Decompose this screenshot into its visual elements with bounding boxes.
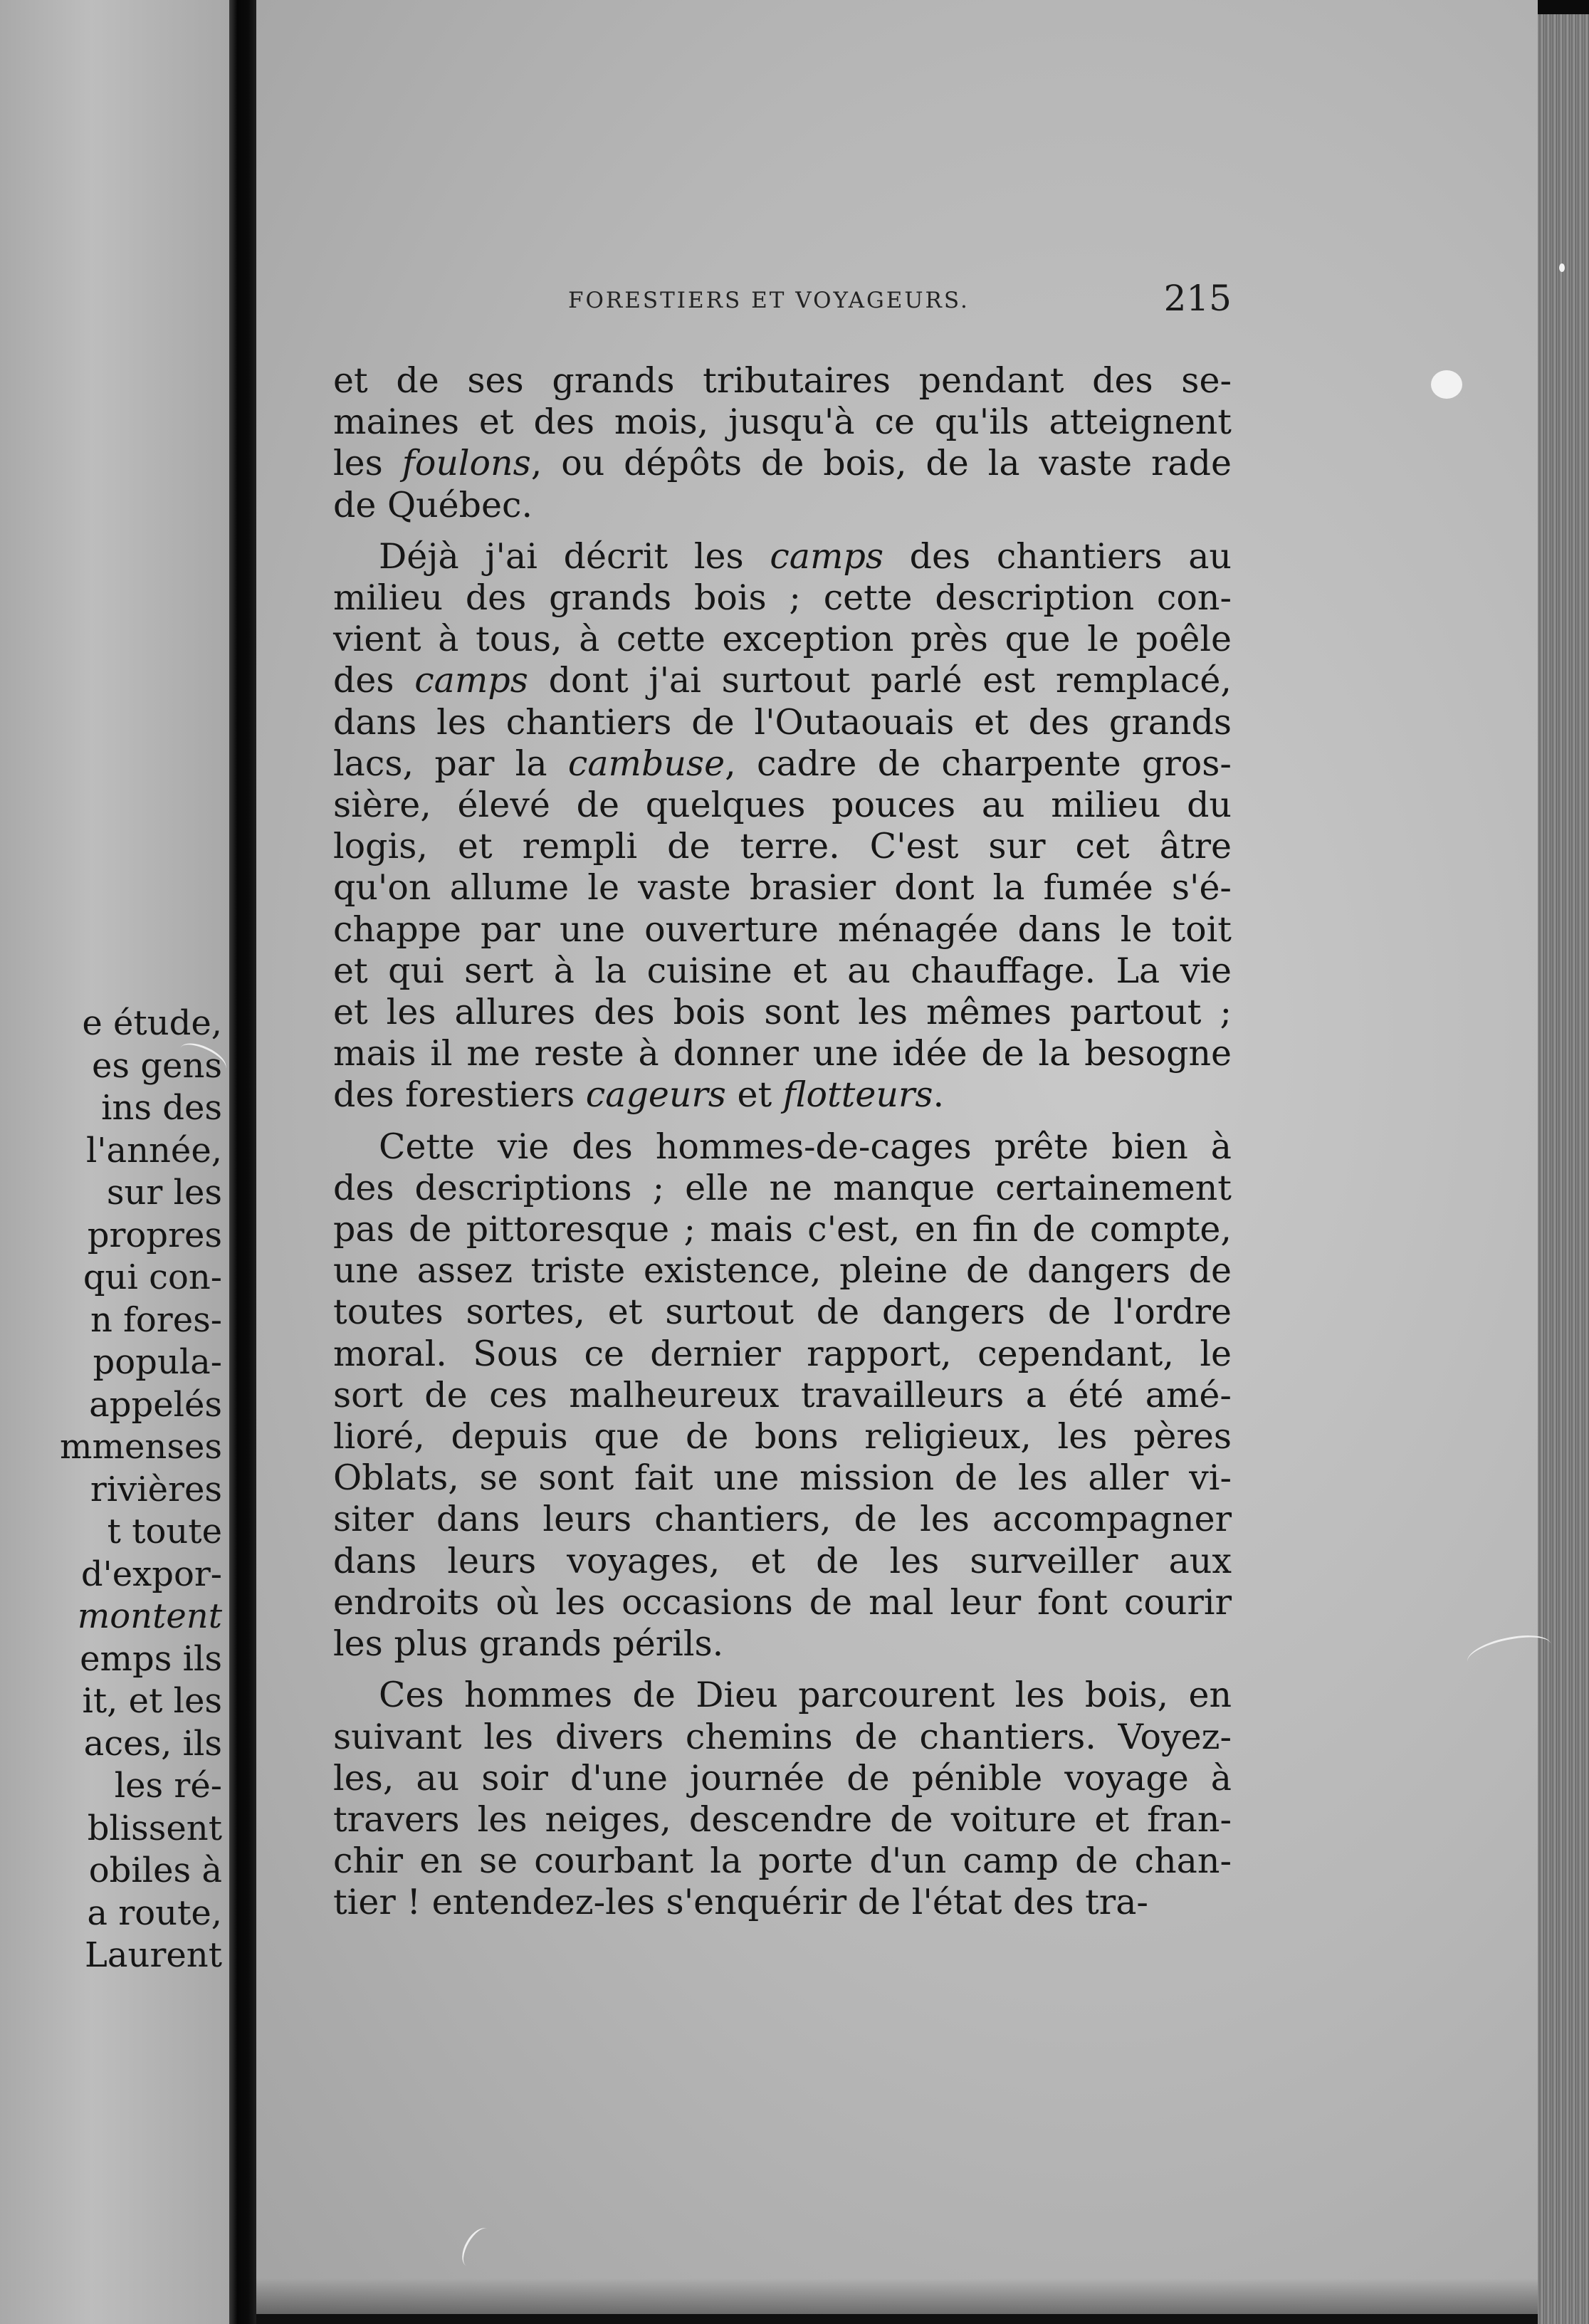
text-line — [333, 1209, 1232, 1250]
text-run: travers les neiges, descendre de voiture et fran- — [333, 1799, 1232, 1840]
text-line — [333, 660, 1232, 701]
text-line — [333, 1841, 1232, 1882]
text-line — [333, 1499, 1232, 1540]
text-line — [333, 1799, 1232, 1841]
text-line — [333, 1033, 1232, 1074]
left-page-line: mmenses — [59, 1427, 222, 1467]
left-page-line: e étude, — [82, 1003, 222, 1043]
text-run: maines et des mois, jusqu'à ce qu'ils atteignent — [333, 402, 1232, 443]
text-run: dans les chantiers de l'Outaouais et des grands — [333, 701, 1232, 743]
text-line — [333, 1416, 1232, 1457]
italic-run: foulons — [402, 443, 531, 484]
text-run: et qui sert à la cuisine et au chauffage. La vie — [333, 950, 1232, 991]
text-run: . — [933, 1074, 945, 1116]
text-line — [333, 1250, 1232, 1292]
italic-run: flotteurs — [782, 1074, 933, 1116]
text-run: suivant les divers chemins de chantiers. Voyez- — [333, 1716, 1232, 1757]
left-page-line: montent — [77, 1596, 222, 1636]
text-run: et de ses grands tributaires pendant des se- — [333, 360, 1232, 401]
text-run: dans leurs voyages, et de les surveiller aux — [333, 1540, 1232, 1581]
text-run: des chantiers au — [883, 535, 1232, 577]
text-line — [333, 1168, 1232, 1209]
left-page-line: es gens — [92, 1045, 222, 1086]
page-edges — [1538, 14, 1589, 2324]
text-run: Cette vie des hommes-de-cages prête bien à — [379, 1126, 1232, 1167]
text-run: , cadre de charpente gros- — [725, 743, 1232, 784]
left-page-line: rivières — [90, 1469, 222, 1509]
paragraph — [333, 536, 1232, 1116]
left-page-line: d'expor- — [80, 1554, 222, 1594]
text-line — [333, 867, 1232, 909]
text-line — [333, 1126, 1232, 1168]
italic-run: cageurs — [585, 1074, 726, 1116]
text-line — [333, 785, 1232, 826]
text-run: les — [333, 443, 402, 484]
text-run: des — [333, 660, 415, 701]
left-page-line: ins des — [101, 1088, 222, 1128]
text-run: siter dans leurs chantiers, de les accompagner — [333, 1499, 1232, 1540]
text-line — [333, 743, 1232, 785]
paragraph — [333, 1126, 1232, 1665]
text-run: lacs, par la — [333, 743, 568, 784]
text-run: toutes sortes, et surtout de dangers de l'ordre — [333, 1292, 1232, 1333]
text-line — [333, 1334, 1232, 1375]
text-run: Déjà j'ai décrit les — [379, 535, 770, 577]
text-line — [333, 1623, 1232, 1665]
left-page-line: t toute — [107, 1512, 222, 1551]
text-line — [333, 1582, 1232, 1623]
left-page-line: appelés — [89, 1384, 222, 1425]
text-run: pas de pittoresque ; mais c'est, en fin de compte, — [333, 1209, 1232, 1250]
left-page-line: n fores- — [90, 1299, 222, 1340]
text-run: tier ! entendez-les s'enquérir de l'état des tra- — [333, 1882, 1148, 1923]
text-line — [333, 1882, 1232, 1923]
text-run: les plus grands périls. — [333, 1623, 724, 1665]
paragraph-gap — [333, 526, 1232, 536]
text-line — [333, 619, 1232, 660]
text-run: de Québec. — [333, 484, 533, 525]
text-run: Ces hommes de Dieu parcourent les bois, en — [379, 1675, 1232, 1716]
text-line — [333, 951, 1232, 992]
italic-run: camps — [414, 660, 528, 701]
left-page-line: obiles à — [88, 1851, 222, 1890]
left-page-line: blissent — [87, 1808, 222, 1848]
text-run: sort de ces malheureux travailleurs a été amé- — [333, 1374, 1232, 1415]
text-line — [333, 1541, 1232, 1582]
text-run: les, au soir d'une journée de pénible voyage à — [333, 1757, 1232, 1799]
text-run: endroits où les occasions de mal leur font courir — [333, 1581, 1232, 1623]
dust-speck — [1559, 263, 1565, 272]
text-run: une assez triste existence, pleine de dangers de — [333, 1250, 1232, 1292]
italic-run: camps — [770, 535, 883, 577]
running-head — [333, 278, 1232, 320]
left-page-line: emps ils — [80, 1638, 222, 1679]
text-run: et les allures des bois sont les mêmes partout ; — [333, 992, 1232, 1033]
page-number: 215 — [1163, 278, 1232, 319]
left-page-line: aces, ils — [83, 1723, 222, 1764]
text-line — [333, 577, 1232, 619]
left-page-line: Laurent — [85, 1935, 222, 1975]
left-page-line: sur les — [106, 1173, 222, 1213]
text-line — [333, 826, 1232, 867]
text-line — [333, 1717, 1232, 1758]
text-run: chappe par une ouverture ménagée dans le toit — [333, 909, 1232, 950]
book-gutter — [229, 0, 256, 2324]
left-page-line: l'année, — [85, 1130, 222, 1171]
text-line — [333, 402, 1232, 443]
text-run: vient à tous, à cette exception près que le poêle — [333, 619, 1232, 660]
left-page-line: popula- — [93, 1342, 222, 1382]
text-line — [333, 992, 1232, 1033]
text-line — [333, 702, 1232, 743]
bottom-shadow — [256, 2278, 1538, 2324]
text-run: qu'on allume le vaste brasier dont la fumée s'é- — [333, 867, 1232, 909]
left-page-fragment — [0, 0, 229, 2324]
text-line — [333, 1074, 1232, 1116]
left-page-line: qui con- — [83, 1257, 222, 1297]
italic-run: cambuse — [567, 743, 725, 784]
text-line — [333, 909, 1232, 951]
text-run: mais il me reste à donner une idée de la besogne — [333, 1033, 1232, 1074]
dust-speck — [1431, 370, 1462, 399]
text-run: et — [725, 1074, 783, 1116]
left-page-line: a route, — [87, 1893, 222, 1933]
text-run: lioré, depuis que de bons religieux, les pères — [333, 1416, 1232, 1457]
text-run: milieu des grands bois ; cette description con- — [333, 577, 1232, 619]
left-page-text — [60, 1003, 222, 1977]
body-text — [333, 360, 1232, 1924]
text-line — [333, 1675, 1232, 1716]
text-run: logis, et rempli de terre. C'est sur cet âtre — [333, 826, 1232, 867]
text-line — [333, 1375, 1232, 1416]
paragraph-gap — [333, 1665, 1232, 1675]
paragraph-gap — [333, 1116, 1232, 1126]
paragraph — [333, 1675, 1232, 1923]
text-run: dont j'ai surtout parlé est remplacé, — [528, 660, 1232, 701]
text-run: des forestiers — [333, 1074, 586, 1116]
left-page-line: it, et les — [82, 1681, 222, 1721]
text-run: sière, élevé de quelques pouces au milieu du — [333, 785, 1232, 826]
running-title: FORESTIERS ET VOYAGEURS. — [568, 288, 970, 313]
text-run: moral. Sous ce dernier rapport, cependant, le — [333, 1333, 1232, 1374]
text-line — [333, 1457, 1232, 1499]
text-run: , ou dépôts de bois, de la vaste rade — [530, 443, 1232, 484]
text-line — [333, 360, 1232, 402]
left-page-line: les ré- — [114, 1766, 222, 1806]
text-run: Oblats, se sont fait une mission de les aller vi- — [333, 1457, 1232, 1499]
text-line — [333, 1758, 1232, 1799]
text-run: chir en se courbant la porte d'un camp de chan- — [333, 1841, 1232, 1882]
text-run: des descriptions ; elle ne manque certainement — [333, 1167, 1232, 1208]
text-line — [333, 485, 1232, 526]
paragraph — [333, 360, 1232, 526]
left-page-line: propres — [87, 1215, 222, 1255]
text-line — [333, 443, 1232, 484]
text-line — [333, 1292, 1232, 1333]
text-line — [333, 536, 1232, 577]
